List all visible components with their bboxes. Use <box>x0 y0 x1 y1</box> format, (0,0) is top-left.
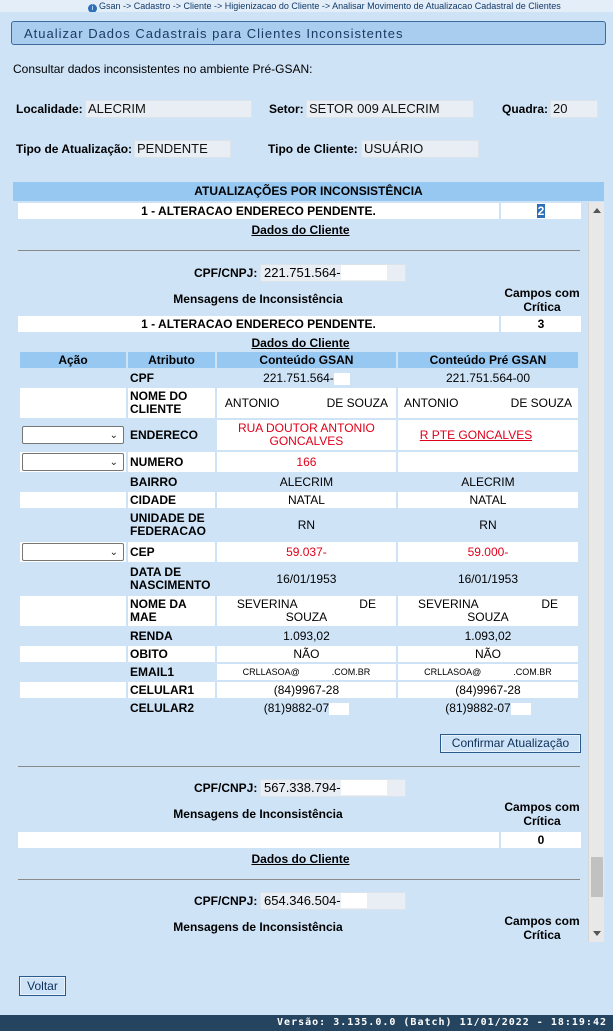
table-row <box>20 682 578 698</box>
action-select-endereco[interactable] <box>22 426 124 444</box>
gsan-value: NATAL <box>217 492 396 508</box>
setor-field[interactable]: SETOR 009 ALECRIM <box>306 100 474 118</box>
action-cell <box>20 682 126 698</box>
pre-value: 16/01/1953 <box>398 564 578 594</box>
cpf-value: 567.338.794- <box>264 780 341 795</box>
breadcrumb-text: Gsan -> Cadastro -> Cliente -> Higienizacao do Cliente -> Analisar Movimento de Atualizacao Cadastral de Clientes <box>99 1 561 11</box>
col-header: Atributo <box>128 352 215 368</box>
gsan-text: 221.751.564- <box>263 371 334 385</box>
chevron-down-icon: ⌄ <box>109 457 118 468</box>
tipo-atualizacao-label: Tipo de Atualização: <box>16 142 133 156</box>
divider <box>18 250 580 251</box>
gsan-text: SOUZA <box>285 610 328 624</box>
table-row <box>20 370 578 386</box>
col-header: Ação <box>20 352 126 368</box>
campos-count: 0 <box>501 832 581 848</box>
attr-name: ENDERECO <box>128 420 215 450</box>
cpf-field-1[interactable] <box>260 264 406 282</box>
vertical-scrollbar[interactable] <box>588 202 604 942</box>
cpf-label: CPF/CNPJ: <box>194 266 258 280</box>
gsan-value: NÃO <box>217 646 396 662</box>
table-header-row <box>20 352 578 368</box>
gsan-value <box>217 700 396 716</box>
masked-value <box>329 703 349 715</box>
inconsistency-message-empty <box>18 832 499 848</box>
attr-name: NOME DA MAE <box>128 596 215 626</box>
pre-text: CRLLASOA@ <box>424 666 482 677</box>
campos-label: Campos com Crítica <box>504 914 580 942</box>
pre-text: ANTONIO <box>403 396 459 410</box>
pre-value: ALECRIM <box>398 474 578 490</box>
msg-label: Mensagens de Inconsistência <box>173 807 343 821</box>
top-inconsistency-count <box>501 203 581 219</box>
pre-value: NÃO <box>398 646 578 662</box>
tipo-cliente-label: Tipo de Cliente: <box>268 142 358 156</box>
gsan-text: SEVERINA <box>236 597 298 611</box>
campos-label: Campos com Crítica <box>504 800 580 828</box>
dados-cliente-link-1[interactable]: Dados do Cliente <box>251 223 350 237</box>
gsan-text: .COM.BR <box>331 666 371 677</box>
campos-label: Campos com Crítica <box>504 286 580 314</box>
localidade-field[interactable]: ALECRIM <box>85 100 252 118</box>
col-header: Conteúdo GSAN <box>217 352 396 368</box>
section-header: ATUALIZAÇÕES POR INCONSISTÊNCIA <box>13 182 604 201</box>
masked-value <box>511 703 531 715</box>
gsan-text: DE <box>359 597 376 611</box>
pre-text: (81)9882-07 <box>445 701 511 715</box>
pre-value <box>398 388 578 418</box>
setor-label: Setor: <box>269 102 304 116</box>
gsan-value: ALECRIM <box>217 474 396 490</box>
msg-label: Mensagens de Inconsistência <box>173 292 343 306</box>
action-cell <box>20 474 126 490</box>
cpf-field-3[interactable] <box>260 892 406 910</box>
pre-value: NATAL <box>398 492 578 508</box>
page-title: Atualizar Dados Cadastrais para Clientes Inconsistentes <box>24 26 404 41</box>
masked-value <box>481 667 513 677</box>
gsan-value: 166 <box>217 452 396 472</box>
pre-value <box>398 596 578 626</box>
pre-value: 221.751.564-00 <box>398 370 578 386</box>
table-row <box>20 452 578 472</box>
pre-value: 59.000- <box>398 542 578 562</box>
scroll-thumb[interactable] <box>591 857 603 897</box>
attr-name: DATA DE NASCIMENTO <box>128 564 215 594</box>
inconsistency-scroll-area[interactable] <box>13 202 604 942</box>
page-title-bar <box>11 21 606 45</box>
table-row <box>20 628 578 644</box>
masked-value <box>300 667 332 677</box>
gsan-text: (81)9882-07 <box>263 701 330 715</box>
quadra-label: Quadra: <box>502 102 549 116</box>
pre-text: DE <box>541 597 558 611</box>
pre-text: DE SOUZA <box>510 396 572 410</box>
gsan-text: ANTONIO <box>224 396 280 410</box>
pre-value: RN <box>398 510 578 540</box>
action-cell <box>20 420 126 450</box>
masked-value <box>532 430 556 442</box>
divider <box>18 766 580 767</box>
action-cell <box>20 388 126 418</box>
pre-text: SEVERINA <box>417 597 479 611</box>
attr-name: RENDA <box>128 628 215 644</box>
table-row <box>20 388 578 418</box>
attr-name: CELULAR2 <box>128 700 215 716</box>
tipo-cliente-field[interactable]: USUÁRIO <box>361 140 479 158</box>
table-row <box>20 420 578 450</box>
action-cell <box>20 564 126 594</box>
table-row <box>20 474 578 490</box>
gsan-text: DE SOUZA <box>326 396 388 410</box>
action-cell <box>20 700 126 716</box>
table-row <box>20 664 578 680</box>
table-row <box>20 700 578 716</box>
quadra-field[interactable]: 20 <box>550 100 598 118</box>
attr-name: CIDADE <box>128 492 215 508</box>
attr-name: EMAIL1 <box>128 664 215 680</box>
table-row <box>20 542 578 562</box>
divider <box>18 879 580 880</box>
attr-name: CELULAR1 <box>128 682 215 698</box>
gsan-text: CRLLASOA@ <box>242 666 300 677</box>
masked-value <box>341 893 367 908</box>
pre-text: SOUZA <box>467 610 509 624</box>
pre-text: .COM.BR <box>513 666 552 677</box>
action-cell <box>20 370 126 386</box>
cpf-field-2[interactable] <box>260 779 406 797</box>
attr-name: BAIRRO <box>128 474 215 490</box>
action-cell <box>20 664 126 680</box>
gsan-value <box>217 370 396 386</box>
cpf-label: CPF/CNPJ: <box>194 781 258 795</box>
scroll-up-icon[interactable] <box>593 208 601 213</box>
table-row <box>20 564 578 594</box>
action-cell <box>20 510 126 540</box>
action-cell <box>20 542 126 562</box>
top-inconsistency-label: 1 - ALTERACAO ENDERECO PENDENTE. <box>18 203 499 219</box>
pre-value: 1.093,02 <box>398 628 578 644</box>
masked-value <box>341 265 387 280</box>
gsan-value <box>217 388 396 418</box>
chevron-down-icon: ⌄ <box>109 430 118 441</box>
intro-text: Consultar dados inconsistentes no ambiente Pré-GSAN: <box>13 62 313 76</box>
cpf-value: 221.751.564- <box>264 265 341 280</box>
pre-value <box>398 664 578 680</box>
attr-name: OBITO <box>128 646 215 662</box>
gsan-value <box>217 664 396 680</box>
campos-count: 3 <box>501 316 581 332</box>
action-cell <box>20 646 126 662</box>
info-icon: i <box>88 4 97 12</box>
gsan-value: 1.093,02 <box>217 628 396 644</box>
pre-value <box>398 700 578 716</box>
pre-text: R PTE GONCALVES <box>419 428 533 442</box>
masked-value <box>334 373 350 385</box>
cpf-value: 654.346.504- <box>264 893 341 908</box>
pre-value <box>398 452 578 472</box>
table-row <box>20 596 578 626</box>
gsan-value: RN <box>217 510 396 540</box>
gsan-value <box>217 596 396 626</box>
confirm-update-button[interactable]: Confirmar Atualização <box>440 734 581 753</box>
attr-name: NUMERO <box>128 452 215 472</box>
action-cell <box>20 596 126 626</box>
table-row <box>20 510 578 540</box>
col-header: Conteúdo Pré GSAN <box>398 352 578 368</box>
gsan-value: (84)9967-28 <box>217 682 396 698</box>
action-select-numero[interactable] <box>22 453 124 471</box>
action-cell <box>20 628 126 644</box>
attr-name: UNIDADE DE FEDERACAO <box>128 510 215 540</box>
breadcrumb <box>0 0 613 12</box>
chevron-down-icon: ⌄ <box>109 547 118 558</box>
masked-value <box>341 780 387 795</box>
pre-value: (84)9967-28 <box>398 682 578 698</box>
tipo-atualizacao-field[interactable]: PENDENTE <box>134 140 231 158</box>
table-row <box>20 492 578 508</box>
dados-cliente-link-2[interactable]: Dados do Cliente <box>251 336 350 350</box>
gsan-value: 16/01/1953 <box>217 564 396 594</box>
gsan-value: 59.037- <box>217 542 396 562</box>
attribute-table <box>18 350 580 718</box>
attr-name: CEP <box>128 542 215 562</box>
dados-cliente-link-3[interactable]: Dados do Cliente <box>251 852 350 866</box>
msg-label: Mensagens de Inconsistência <box>173 920 343 934</box>
cpf-label: CPF/CNPJ: <box>194 894 258 908</box>
action-cell <box>20 492 126 508</box>
action-select-cep[interactable] <box>22 543 124 561</box>
attr-name: CPF <box>128 370 215 386</box>
selected-count: 2 <box>537 204 545 218</box>
voltar-button[interactable]: Voltar <box>19 976 66 996</box>
gsan-value: RUA DOUTOR ANTONIO GONCALVES <box>217 420 396 450</box>
attr-name: NOME DO CLIENTE <box>128 388 215 418</box>
pre-value <box>398 420 578 450</box>
localidade-label: Localidade: <box>16 102 83 116</box>
version-status: Versão: 3.135.0.0 (Batch) 11/01/2022 - 18:19:42 <box>0 1015 613 1031</box>
scroll-down-icon[interactable] <box>593 931 601 936</box>
action-cell <box>20 452 126 472</box>
table-row <box>20 646 578 662</box>
inconsistency-message: 1 - ALTERACAO ENDERECO PENDENTE. <box>18 316 499 332</box>
